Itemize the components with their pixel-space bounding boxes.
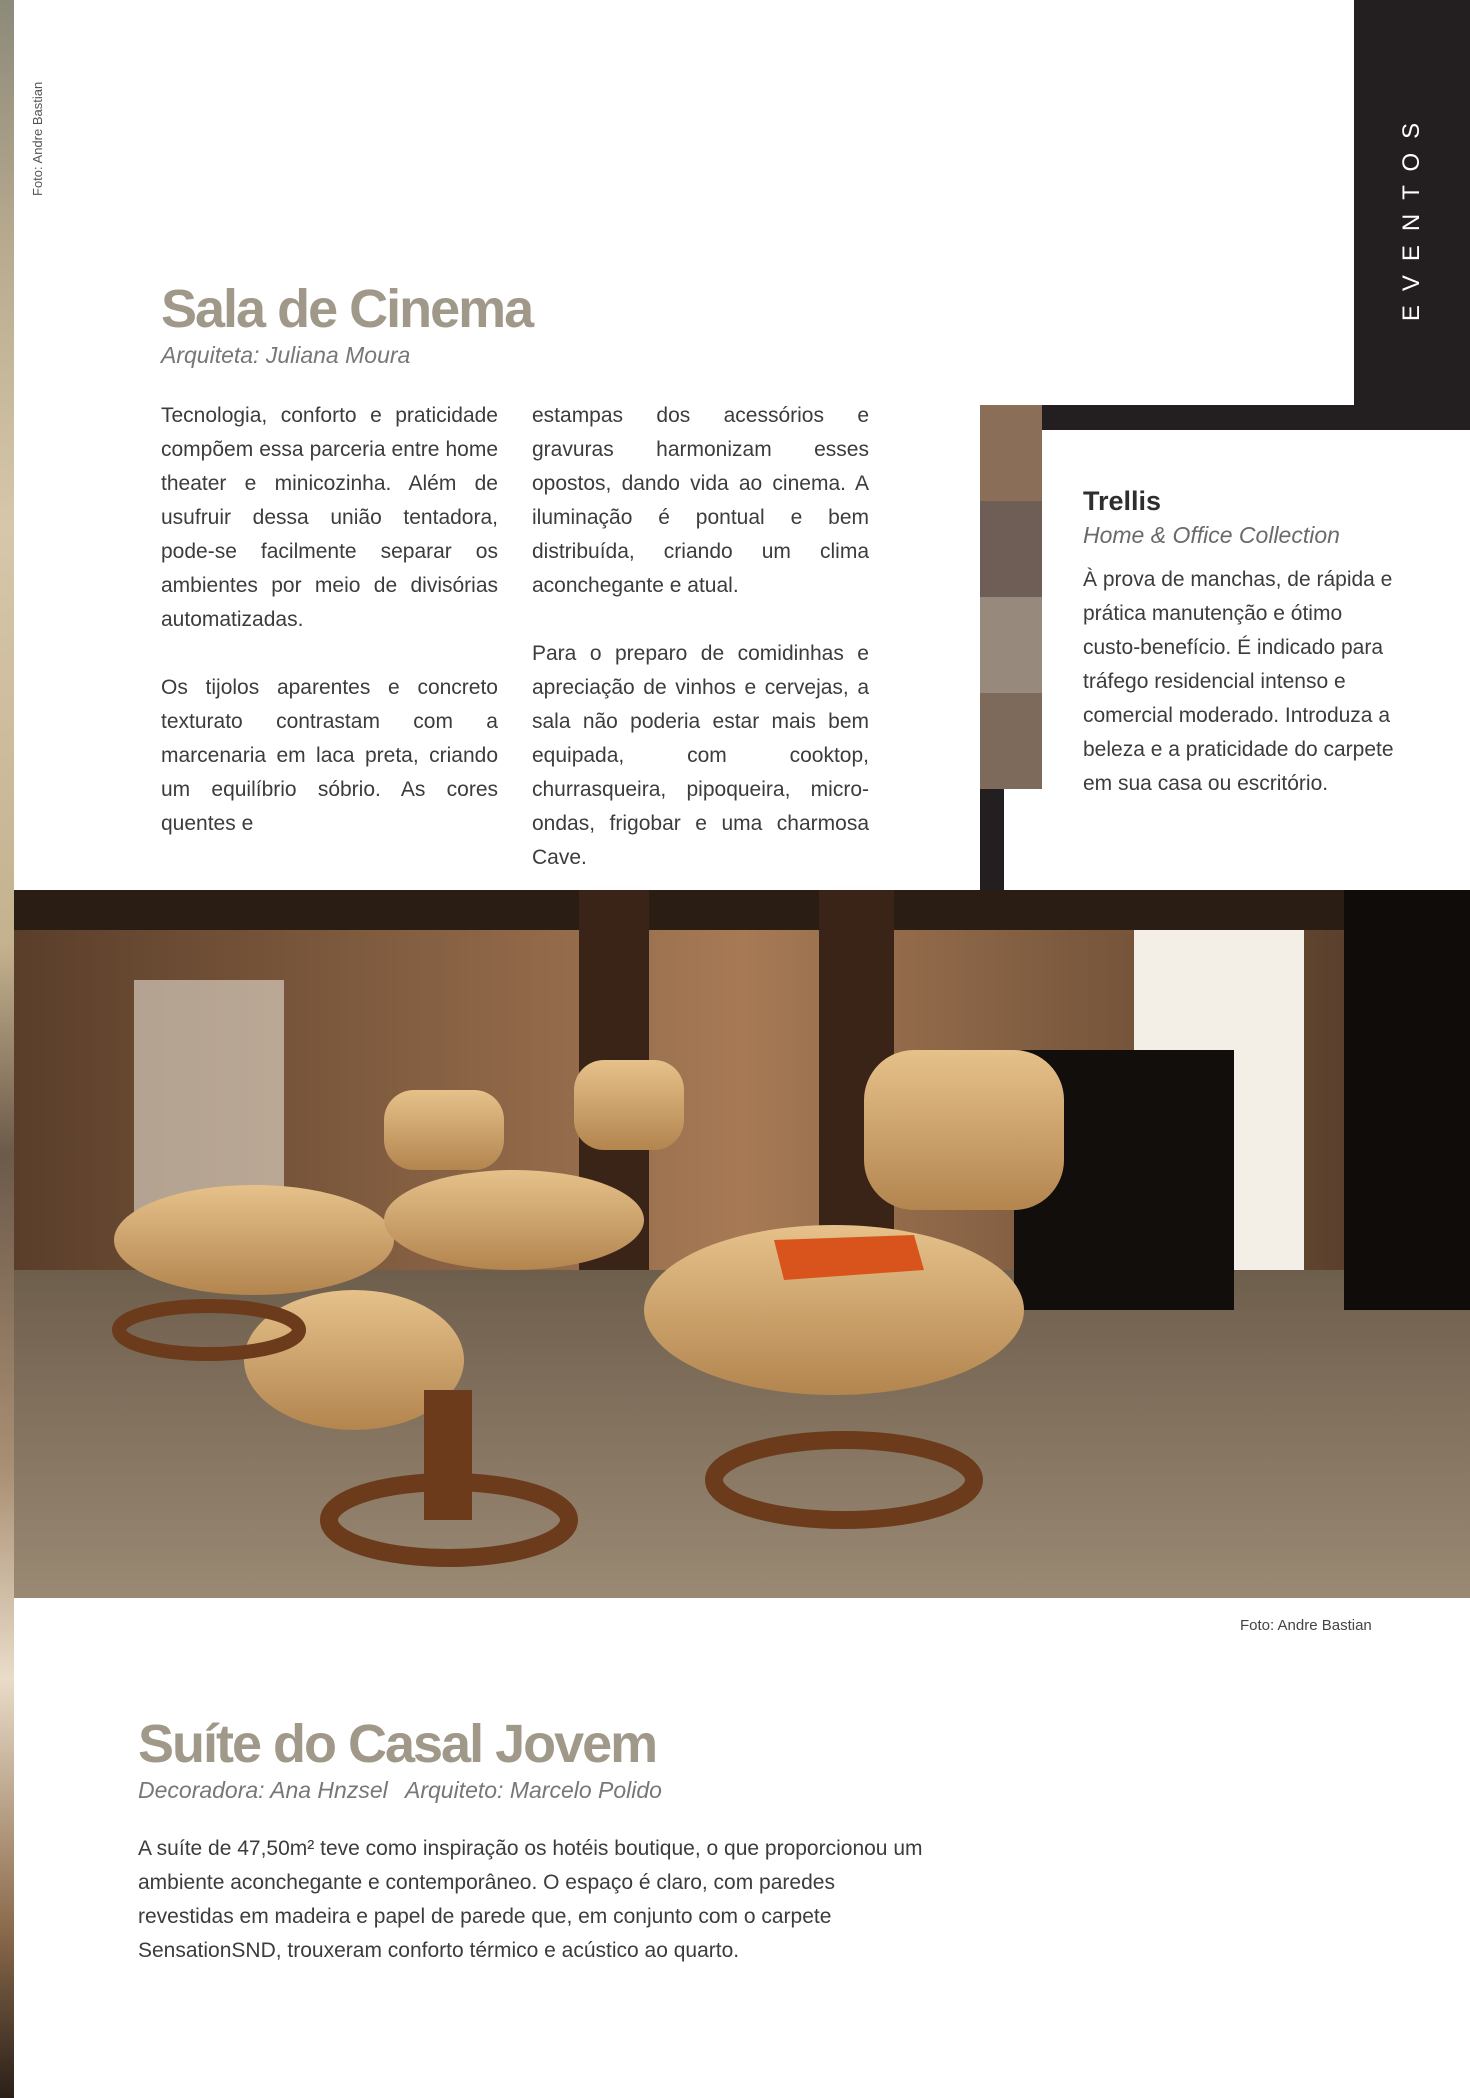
sala-column-1 [161, 399, 498, 841]
left-photo-strip [0, 0, 14, 2098]
suite-subtitle-decorator: Decoradora: Ana Hnzsel [138, 1777, 388, 1803]
trellis-subtitle: Home & Office Collection [1083, 522, 1340, 548]
suite-title: Suíte do Casal Jovem [138, 1714, 657, 1774]
suite-subtitle-architect: Arquiteto: Marcelo Polido [405, 1777, 662, 1803]
cinema-room-photo [14, 890, 1470, 1598]
carpet-swatch [980, 405, 1042, 501]
sala-col1-paragraph-1: Tecnologia, conforto e praticidade compõem essa parceria entre home theater e minicozinha. Além de usufruir dessa união tentadora, pode-se facilmente separar os ambientes por meio de divisórias automatizadas. [161, 404, 498, 631]
carpet-swatch [980, 693, 1042, 789]
sala-subtitle: Arquiteta: Juliana Moura [161, 342, 411, 368]
carpet-swatch [980, 501, 1042, 597]
side-photo-credit: Foto: Andre Bastian [30, 81, 45, 196]
carpet-swatch [980, 597, 1042, 693]
sala-col2-paragraph-1: estampas dos acessórios e gravuras harmonizam esses opostos, dando vida ao cinema. A iluminação é pontual e bem distribuída, criando um clima aconchegante e atual. [532, 404, 869, 597]
carpet-swatches [980, 405, 1042, 789]
sala-col1-paragraph-2: Os tijolos aparentes e concreto texturato contrastam com a marcenaria em laca preta, criando um equilíbrio sóbrio. As cores quentes e [161, 676, 498, 835]
trellis-title: Trellis [1083, 486, 1162, 516]
sala-column-2 [532, 399, 869, 875]
sala-col2-paragraph-2: Para o preparo de comidinhas e apreciação de vinhos e cervejas, a sala não poderia estar mais bem equipada, com cooktop, churrasqueira, pipoqueira, micro-ondas, frigobar e uma charmosa Cave. [532, 642, 869, 869]
cinema-room-illustration [14, 890, 1470, 1598]
photo-credit: Foto: Andre Bastian [1240, 1617, 1372, 1634]
section-tab-label: EVENTOS [1398, 108, 1425, 322]
trellis-body: À prova de manchas, de rápida e prática manutenção e ótimo custo-benefício. É indicado para tráfego residencial intenso e comercial moderado. Introduza a beleza e a praticidade do carpete em sua casa ou escritório. [1083, 568, 1394, 795]
sala-title: Sala de Cinema [161, 279, 533, 339]
suite-body: A suíte de 47,50m² teve como inspiração os hotéis boutique, o que proporcionou um ambiente aconchegante e contemporâneo. O espaço é claro, com paredes revestidas em madeira e papel de parede que, em conjunto com o carpete SensationSND, trouxeram conforto térmico e acústico ao quarto. [138, 1837, 923, 1962]
